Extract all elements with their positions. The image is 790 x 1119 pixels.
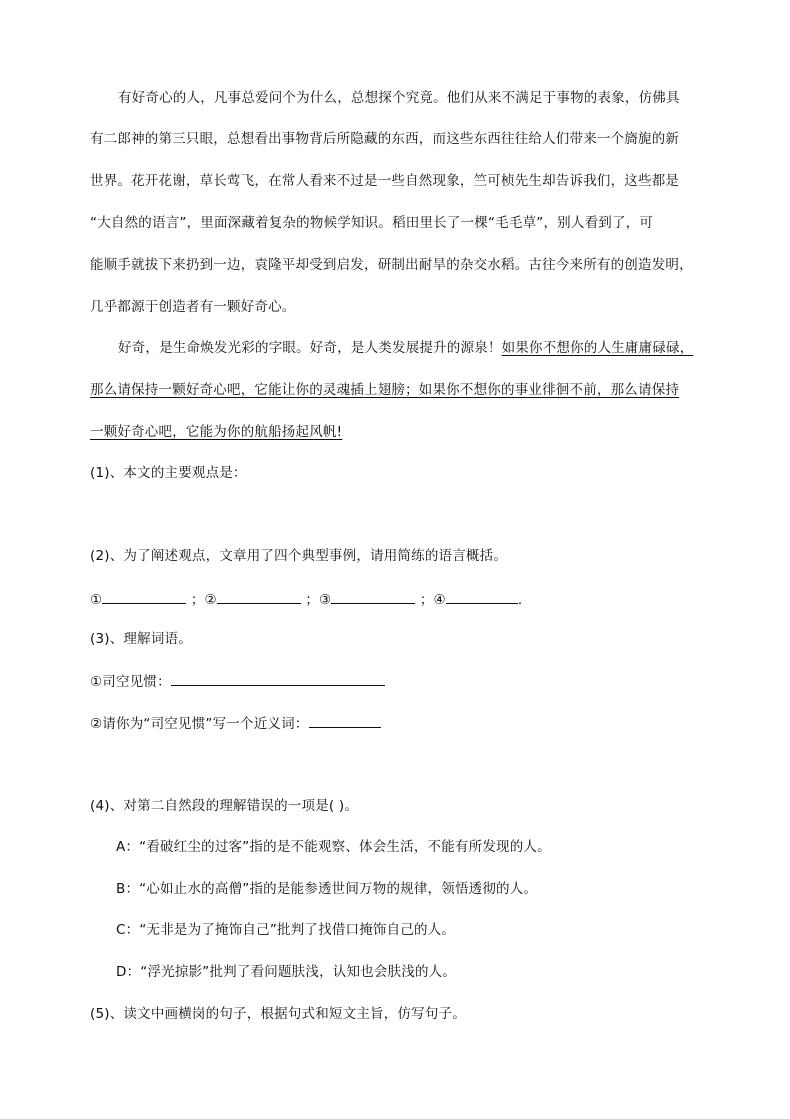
question-3b-label: ②请你为“司空见惯”写一个近义词： [90, 716, 309, 732]
passage-p2-line-3 [90, 422, 710, 442]
blank-label-1: ① [90, 592, 103, 608]
passage-p1-line-1: 有好奇心的人，凡事总爱问个为什么，总想探个究竟。他们从来不满足于事物的表象，仿佛具 [118, 90, 680, 106]
question-2-blanks [90, 589, 710, 610]
blank-label-2: ；② [190, 592, 217, 608]
passage-p1-line-4: “大自然的语言”，里面深藏着复杂的物候学知识。稻田里长了一棵“毛毛草”，别人看到了，可 [90, 215, 654, 231]
answer-blank-3[interactable] [331, 589, 415, 604]
passage-p1-line-6: 几乎都源于创造者有一颗好奇心。 [90, 299, 296, 315]
question-4-option-b: B：“心如止水的高僧”指的是能参透世间万物的规律，领悟透彻的人。 [116, 881, 538, 897]
answer-blank-3b[interactable] [309, 713, 381, 728]
passage-p2-plain: 好奇，是生命焕发光彩的字眼。好奇，是人类发展提升的源泉！ [118, 340, 502, 356]
question-5: (5)、读文中画横岗的句子，根据句式和短文主旨，仿写句子。 [90, 1006, 466, 1022]
blank-label-4: ；④ [419, 592, 446, 608]
question-4: (4)、对第二自然段的理解错误的一项是( )。 [90, 798, 359, 814]
question-1: (1)、本文的主要观点是： [90, 465, 247, 481]
passage-p1-line-3: 世界。花开花谢，草长莺飞，在常人看来不过是一些自然现象，竺可桢先生却告诉我们，这些都是 [90, 173, 680, 189]
passage-p1-line-5: 能顺手就拔下来扔到一边，袁隆平却受到启发，研制出耐旱的杂交水稻。古往今来所有的创造发明， [90, 257, 693, 273]
question-4-option-a: A：“看破红尘的过客”指的是不能观察、体会生活，不能有所发现的人。 [116, 839, 551, 855]
question-3: (3)、理解词语。 [90, 631, 192, 647]
answer-blank-2[interactable] [217, 589, 301, 604]
passage-p1-line-2: 有二郎神的第三只眼，总想看出事物背后所隐藏的东西，而这些东西往往给人们带来一个旖旎的新 [90, 131, 680, 147]
question-2: (2)、为了阐述观点，文章用了四个典型事例，请用简练的语言概括。 [90, 548, 508, 564]
answer-blank-4[interactable] [446, 589, 518, 604]
passage-p2-line-2: 那么请保持一颗好奇心吧，它能让你的灵魂插上翅膀；如果你不想你的事业徘徊不前，那么请保持 [90, 382, 680, 398]
passage-p2-underlined-start: 如果你不想你的人生庸庸碌碌， [501, 340, 694, 356]
question-3a-label: ①司空见惯： [90, 674, 171, 690]
question-3a [90, 671, 710, 692]
passage-p2-underlined-end: 一颗好奇心吧，它能为你的航船扬起风帆! [90, 424, 343, 440]
question-4-option-c: C：“无非是为了掩饰自己”批判了找借口掩饰自己的人。 [116, 922, 456, 938]
answer-blank-1[interactable] [102, 589, 186, 604]
passage-p2-line-1 [118, 338, 738, 358]
blank-label-3: ；③ [305, 592, 332, 608]
question-3b [90, 713, 710, 734]
answer-blank-3a[interactable] [171, 671, 385, 686]
question-4-option-d: D：“浮光掠影”批判了看问题肤浅，认知也会肤浅的人。 [116, 964, 457, 980]
blank-end-period: . [517, 592, 523, 608]
